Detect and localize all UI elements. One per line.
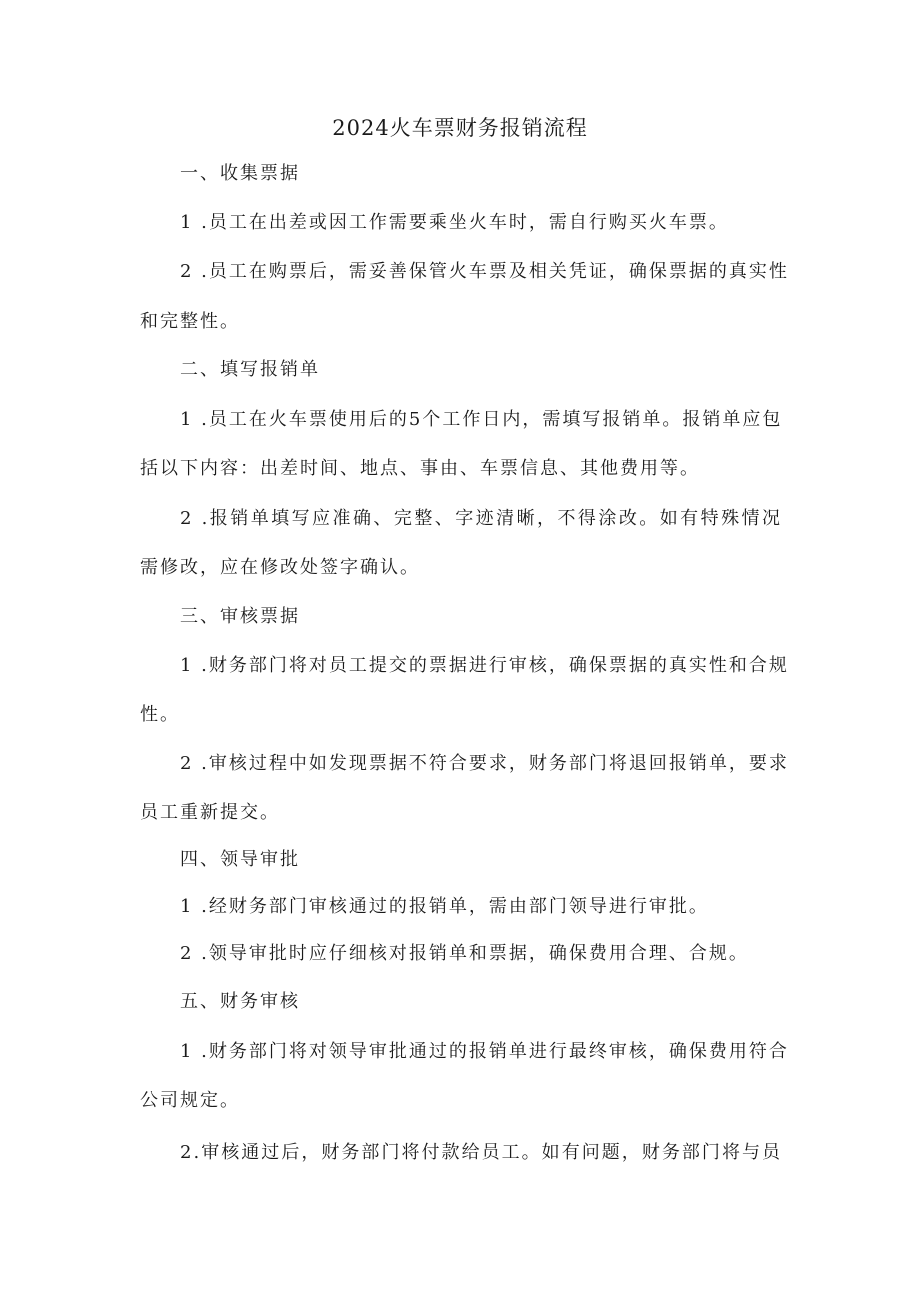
paragraph-line: 1 .员工在出差或因工作需要乘坐火车时，需自行购买火车票。	[180, 212, 729, 233]
document-title: 2024火车票财务报销流程	[332, 116, 588, 140]
paragraph-line: 2 .领导审批时应仔细核对报销单和票据，确保费用合理、合规。	[180, 943, 749, 964]
paragraph-line: 1 .财务部门将对领导审批通过的报销单进行最终审核，确保费用符合	[180, 1041, 789, 1062]
paragraph-line: 1 .员工在火车票使用后的5个工作日内，需填写报销单。报销单应包	[180, 409, 783, 430]
section-heading-3: 三、审核票据	[180, 606, 300, 627]
paragraph-line: 2 .报销单填写应准确、完整、字迹清晰，不得涂改。如有特殊情况	[180, 508, 782, 529]
paragraph-line: 2 .审核过程中如发现票据不符合要求，财务部门将退回报销单，要求	[180, 753, 789, 774]
paragraph-line: 2.审核通过后，财务部门将付款给员工。如有问题，财务部门将与员	[180, 1142, 782, 1163]
section-heading-5: 五、财务审核	[180, 991, 300, 1012]
paragraph-line: 公司规定。	[140, 1090, 240, 1111]
paragraph-line: 员工重新提交。	[140, 802, 280, 823]
paragraph-line: 1 .财务部门将对员工提交的票据进行审核，确保票据的真实性和合规	[180, 655, 789, 676]
paragraph-line: 括以下内容：出差时间、地点、事由、车票信息、其他费用等。	[140, 458, 700, 479]
paragraph-line: 性。	[140, 704, 180, 725]
section-heading-1: 一、收集票据	[180, 163, 300, 184]
paragraph-line: 和完整性。	[140, 311, 240, 332]
paragraph-line: 1 .经财务部门审核通过的报销单，需由部门领导进行审批。	[180, 896, 709, 917]
section-heading-4: 四、领导审批	[180, 849, 300, 870]
paragraph-line: 2 .员工在购票后，需妥善保管火车票及相关凭证，确保票据的真实性	[180, 261, 789, 282]
paragraph-line: 需修改，应在修改处签字确认。	[140, 557, 420, 578]
section-heading-2: 二、填写报销单	[180, 359, 320, 380]
